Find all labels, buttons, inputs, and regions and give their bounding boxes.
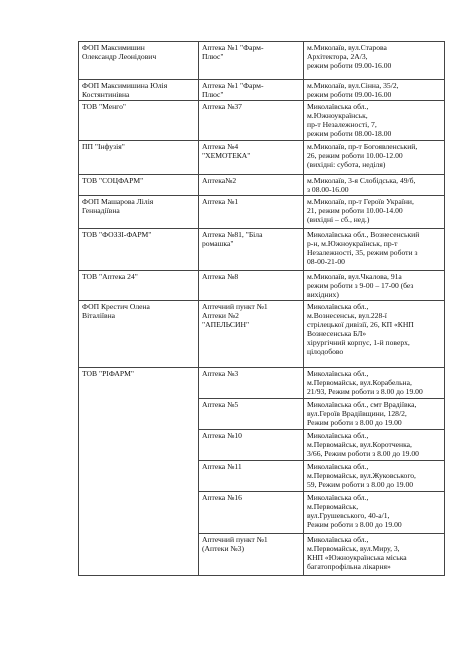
address-cell: Миколаївська обл., м.Первомайськ, вул.Жуковського, 59, Режим роботи з 8.00 до 19.00	[304, 461, 445, 492]
address-cell: Миколаївська обл., м.Первомайськ, вул.Грушевського, 40-а/1, Режим роботи з 8.00 до 19.00	[304, 492, 445, 534]
address-cell: м.Миколаїв, вул.Сінна, 35/2, режим роботи 09.00-16.00	[304, 80, 445, 101]
org-cell: ФОП Крестич Олена Віталіївна	[79, 301, 199, 368]
pharmacy-cell: Аптека №8	[199, 271, 304, 301]
table-row	[79, 101, 445, 141]
table-row	[79, 141, 445, 175]
address-cell: Миколаївська обл., м.Первомайськ, вул.Корабельна, 21/93, Режим роботи з 8.00 до 19.00	[304, 368, 445, 399]
org-cell: ТОВ "РІФАРМ"	[79, 368, 199, 576]
org-cell: ТОВ "ФОЗЗІ-ФАРМ"	[79, 229, 199, 271]
address-cell: м.Миколаїв, пр-т Богоявленський, 26, режим роботи 10.00-12.00 (вихідні: субота, неділя)	[304, 141, 445, 175]
pharmacy-cell: Аптека №11	[199, 461, 304, 492]
pharmacy-cell: Аптека №4 "ХЕМОТЕКА"	[199, 141, 304, 175]
pharmacy-cell: Аптечний пункт №1 (Аптеки №3)	[199, 534, 304, 576]
address-cell: м.Миколаїв, пр-т Героїв України, 21, режим роботи 10.00-14.00 (вихідні – сб., нед.)	[304, 196, 445, 229]
table-row	[79, 368, 445, 399]
address-cell: Миколаївська обл., м.Первомайськ, вул.Миру, 3, КНП «Южноукраїнська міська багатопрофільна лікарня»	[304, 534, 445, 576]
address-cell: м.Миколаїв, 3-я Слобідська, 49/б, з 08.00-16.00	[304, 175, 445, 196]
table-row	[79, 229, 445, 271]
pharmacy-cell: Аптека №1	[199, 196, 304, 229]
pharmacy-cell: Аптека №5	[199, 399, 304, 430]
pharmacy-cell: Аптека№2	[199, 175, 304, 196]
table-row	[79, 175, 445, 196]
address-cell: Миколаївська обл., Вознесенський р-н, м.Южноукраїнськ, пр-т Незалежності, 35, режим роботи з 08-00-21-00	[304, 229, 445, 271]
pharmacy-cell: Аптека №16	[199, 492, 304, 534]
table-row	[79, 196, 445, 229]
org-cell: ФОП Максимишина Юлія Костянтинівна	[79, 80, 199, 101]
table-row	[79, 271, 445, 301]
address-cell: Миколаївська обл., м.Вознесенськ, вул.228-ї стрілецької дивізії, 26, КП «КНП Вознесенська БЛ» хірургічний корпус, 1-й поверх, цілодобово	[304, 301, 445, 368]
table-row	[79, 301, 445, 368]
org-cell: ПП "Інфузія"	[79, 141, 199, 175]
org-cell: ТОВ "СОЦФАРМ"	[79, 175, 199, 196]
org-cell: ТОВ "Менго"	[79, 101, 199, 141]
pharmacy-cell: Аптека №10	[199, 430, 304, 461]
address-cell: м.Миколаїв, вул.Старова Архітектора, 2А/3, режим роботи 09.00-16.00	[304, 42, 445, 80]
pharmacy-cell: Аптека №37	[199, 101, 304, 141]
org-cell: ФОП Максимишин Олександр Леонідович	[79, 42, 199, 80]
pharmacy-cell: Аптека №1 "Фарм- Плюс"	[199, 80, 304, 101]
org-cell: ФОП Машарова Лілія Геннадіївна	[79, 196, 199, 229]
pharmacy-cell: Аптека №1 "Фарм- Плюс"	[199, 42, 304, 80]
address-cell: Миколаївська обл., м.Южноукраїнськ, пр-т Незалежності, 7, режим роботи 08.00-18.00	[304, 101, 445, 141]
pharmacy-cell: Аптека №81, "Біла ромашка"	[199, 229, 304, 271]
address-cell: Миколаївська обл., м.Первомайськ, вул.Коротченка, 3/66, Режим роботи з 8.00 до 19.00	[304, 430, 445, 461]
table-row	[79, 80, 445, 101]
org-cell: ТОВ "Аптека 24"	[79, 271, 199, 301]
pharmacy-cell: Аптека №3	[199, 368, 304, 399]
address-cell: Миколаївська обл., смт Врадіївка, вул.Героїв Врадіївщини, 128/2, Режим роботи з 8.00 до 19.00	[304, 399, 445, 430]
pharmacy-table	[78, 41, 445, 576]
table-row	[79, 42, 445, 80]
address-cell: м.Миколаїв, вул.Чкалова, 91а режим роботи з 9-00 – 17-00 (без вихідних)	[304, 271, 445, 301]
pharmacy-cell: Аптечний пункт №1 Аптеки №2 "АПЕЛЬСИН"	[199, 301, 304, 368]
